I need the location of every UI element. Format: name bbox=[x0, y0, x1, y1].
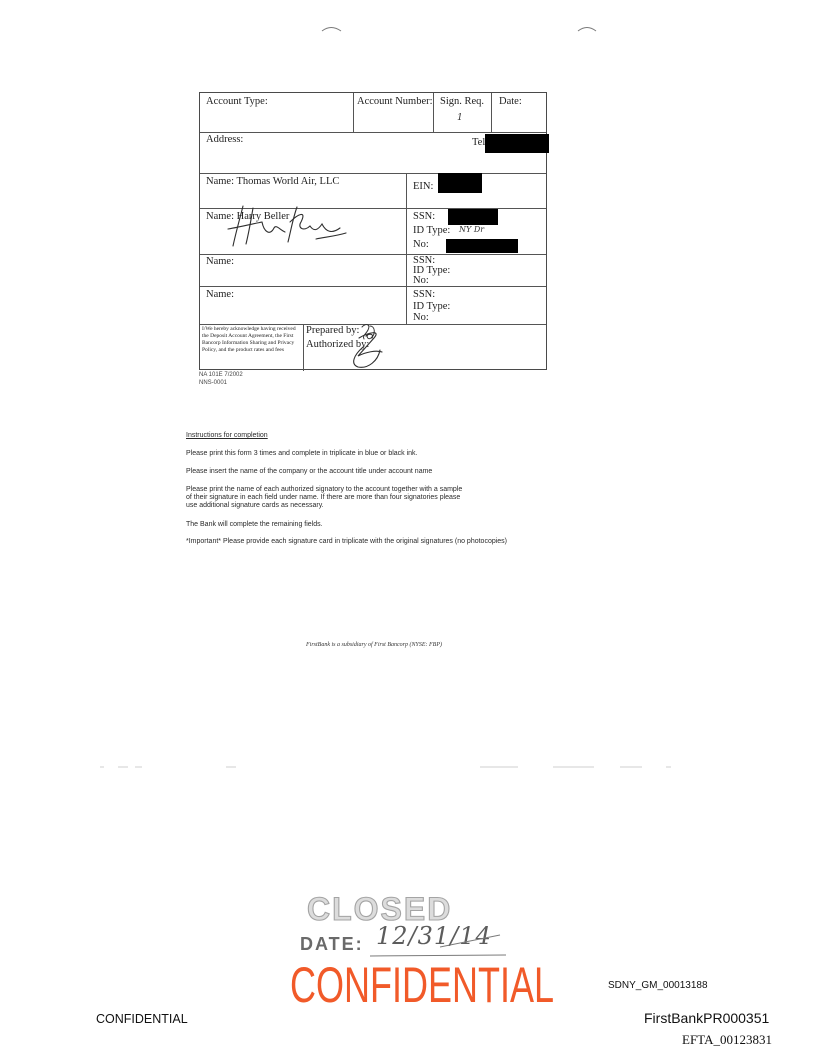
scan-artifact-mark bbox=[578, 28, 596, 32]
bates-number-firstbank: FirstBankPR000351 bbox=[644, 1010, 770, 1026]
instructions-heading: Instructions for completion bbox=[186, 432, 268, 439]
redaction-box bbox=[485, 134, 549, 153]
row-divider bbox=[200, 173, 546, 174]
row-divider bbox=[200, 286, 546, 287]
ein-label: EIN: bbox=[413, 181, 434, 192]
subsidiary-note: FirstBank is a subsidiary of First Bancorp (NYSE: FBP) bbox=[306, 642, 442, 648]
acknowledgement-line: Bancorp Information Sharing and Privacy bbox=[202, 340, 295, 346]
redaction-box bbox=[438, 173, 482, 193]
row-divider bbox=[200, 324, 546, 325]
id-number-label: No: bbox=[413, 239, 429, 250]
address-label: Address: bbox=[206, 134, 244, 145]
id-number-label: No: bbox=[413, 275, 429, 286]
acknowledgement-line: Policy, and the product rates and fees bbox=[202, 347, 284, 353]
ssn-label: SSN: bbox=[413, 289, 436, 300]
redaction-box bbox=[446, 239, 518, 253]
ssn-label: SSN: bbox=[413, 255, 436, 266]
redaction-box bbox=[448, 209, 498, 225]
prepared-by-label: Prepared by: bbox=[306, 325, 360, 336]
instruction-line: use additional signature cards as necessary. bbox=[186, 502, 324, 509]
signatory-name-label: Name: bbox=[206, 256, 234, 267]
column-divider bbox=[433, 93, 434, 132]
sign-req-label: Sign. Req. bbox=[440, 96, 485, 107]
signatory-name-value: Harry Beller bbox=[236, 211, 290, 222]
confidential-watermark: CONFIDENTIAL bbox=[290, 955, 555, 1014]
id-type-label: ID Type: bbox=[413, 225, 451, 236]
ssn-label: SSN: bbox=[413, 211, 436, 222]
closed-stamp-date-label: DATE: bbox=[300, 934, 364, 954]
instruction-line: The Bank will complete the remaining fields. bbox=[186, 521, 323, 528]
account-name-label: Name: bbox=[206, 176, 234, 187]
instruction-line: Please insert the name of the company or the account title under account name bbox=[186, 468, 433, 475]
form-number: NNS-0001 bbox=[199, 380, 228, 386]
id-type-label: ID Type: bbox=[413, 265, 451, 276]
account-name-value: Thomas World Air, LLC bbox=[236, 176, 340, 187]
instruction-line: of their signature in each field under name. If there are more than four signatories please bbox=[186, 494, 461, 501]
signatory-name bbox=[206, 211, 289, 223]
instruction-line: Please print this form 3 times and complete in triplicate in blue or black ink. bbox=[186, 450, 418, 457]
closed-stamp-date-value: 12/31/14 bbox=[376, 922, 492, 950]
instruction-line: Please print the name of each authorized signatory to the account together with a sample bbox=[186, 486, 463, 493]
scan-artifact-mark bbox=[322, 28, 341, 32]
acknowledgement-line: I/We hereby acknowledge having received bbox=[202, 326, 296, 332]
tel-label: Tel bbox=[472, 137, 486, 148]
account-type-label: Account Type: bbox=[206, 96, 268, 107]
form-code: NA 101E 7/2002 bbox=[199, 372, 243, 378]
signatory-name-label: Name: bbox=[206, 211, 234, 222]
column-divider bbox=[353, 93, 354, 132]
signatory-name-label: Name: bbox=[206, 289, 234, 300]
id-type-label: ID Type: bbox=[413, 301, 451, 312]
instruction-line: *Important* Please provide each signature card in triplicate with the original signatures (no photocopies) bbox=[186, 538, 508, 545]
row-divider bbox=[200, 254, 546, 255]
id-number-label: No: bbox=[413, 312, 429, 323]
bates-number-sdny: SDNY_GM_00013188 bbox=[608, 980, 708, 991]
signature-card-form bbox=[199, 92, 547, 370]
confidential-label: CONFIDENTIAL bbox=[96, 1012, 188, 1026]
row-divider bbox=[200, 132, 546, 133]
column-divider bbox=[303, 324, 304, 371]
column-divider bbox=[491, 93, 492, 132]
column-divider bbox=[406, 173, 407, 324]
account-name bbox=[206, 176, 339, 188]
id-type-value: NY Dr bbox=[459, 225, 485, 234]
sign-req-value: 1 bbox=[457, 113, 463, 123]
acknowledgement-line: the Deposit Account Agreement, the First bbox=[202, 333, 294, 339]
acknowledgement-text bbox=[202, 326, 302, 354]
date-label: Date: bbox=[499, 96, 522, 107]
closed-stamp-title: CLOSED bbox=[307, 891, 453, 927]
account-number-label: Account Number: bbox=[357, 96, 433, 107]
authorized-by-label: Authorized by: bbox=[306, 339, 370, 350]
bates-number-efta: EFTA_00123831 bbox=[682, 1032, 772, 1047]
